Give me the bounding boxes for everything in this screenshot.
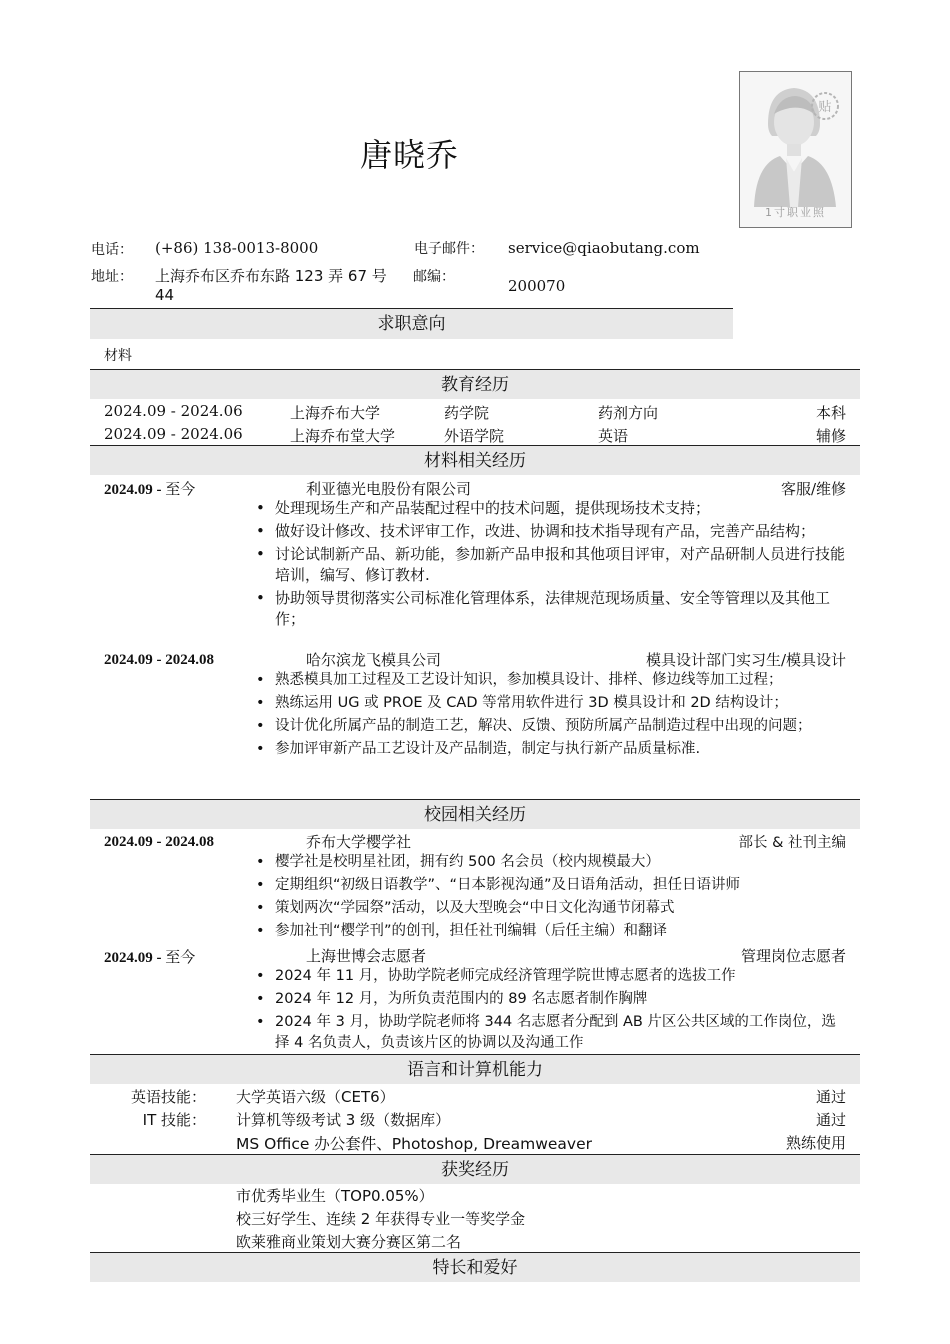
- list-item: • 参加评审新产品工艺设计及产品制造，制定与执行新产品质量标准.: [256, 739, 846, 760]
- education-degree: 本科: [815, 404, 846, 422]
- list-item: • 定期组织“初级日语教学”、“日本影视沟通”及日语角活动，担任日语讲师: [256, 875, 846, 896]
- address-line1: 上海乔布区乔布东路 123 弄 67 号: [155, 267, 387, 285]
- award-item: 市优秀毕业生（TOP0.05%）: [236, 1187, 434, 1205]
- skill-label: IT 技能：: [142, 1111, 206, 1129]
- skill-item: MS Office 办公套件、Photoshop, Dreamweaver: [236, 1135, 592, 1153]
- objective-text: 材料: [104, 348, 132, 364]
- list-item: • 2024 年 12 月，为所负责范围内的 89 名志愿者制作胸牌: [256, 989, 846, 1010]
- skill-label: 英语技能：: [130, 1088, 206, 1106]
- list-item: • 策划两次“学园祭”活动，以及大型晚会“中日文化沟通节闭幕式: [256, 898, 846, 919]
- campus-bullet-list: [256, 852, 846, 944]
- list-item: • 樱学社是校明星社团，拥有约 500 名会员（校内规模最大）: [256, 852, 846, 873]
- list-item: • 协助领导贯彻落实公司标准化管理体系，法律规范现场质量、安全等管理以及其他工作；: [256, 588, 846, 630]
- email-value: service@qiaobutang.com: [508, 239, 700, 257]
- list-item: • 处理现场生产和产品装配过程中的技术问题，提供现场技术支持；: [256, 498, 846, 519]
- list-item: • 熟悉模具加工过程及工艺设计知识，参加模具设计、排样、修边线等加工过程；: [256, 670, 846, 691]
- campus-org: 上海世博会志愿者: [306, 947, 427, 965]
- section-education-header: 教育经历: [90, 369, 860, 399]
- work-date: 2024.09 - 2024.08: [104, 652, 214, 668]
- campus-date: 2024.09 - 2024.08: [104, 834, 214, 850]
- address-label: 地址：: [91, 269, 133, 285]
- skill-level: 熟练使用: [785, 1134, 846, 1152]
- profile-photo: [739, 71, 852, 228]
- address-line2: 44: [155, 286, 175, 304]
- education-major: 英语: [598, 427, 629, 445]
- education-date: 2024.09 - 2024.06: [104, 425, 243, 443]
- list-item: • 讨论试制新产品、新功能，参加新产品申报和其他项目评审，对产品研制人员进行技能培训，编写、修订教材.: [256, 544, 846, 586]
- zip-label: 邮编：: [413, 269, 455, 285]
- list-item: • 2024 年 3 月，协助学院老师将 344 名志愿者分配到 AB 片区公共区域的工作岗位，选择 4 名负责人，负责该片区的协调以及沟通工作: [256, 1012, 846, 1054]
- phone-value: (+86) 138-0013-8000: [155, 239, 319, 257]
- work-bullet-list: [256, 670, 846, 762]
- award-item: 校三好学生、连续 2 年获得专业一等奖学金: [236, 1210, 526, 1228]
- work-role: 客服/维修: [780, 480, 846, 498]
- list-item: • 熟练运用 UG 或 PROE 及 CAD 等常用软件进行 3D 模具设计和 2D 结构设计；: [256, 693, 846, 714]
- work-company: 利亚德光电股份有限公司: [306, 480, 472, 498]
- skill-item: 计算机等级考试 3 级（数据库）: [236, 1111, 451, 1129]
- education-school: 上海乔布大学: [290, 404, 381, 422]
- education-date: 2024.09 - 2024.06: [104, 402, 243, 420]
- section-hobbies-header: 特长和爱好: [90, 1252, 860, 1282]
- work-role: 模具设计部门实习生/模具设计: [645, 651, 846, 669]
- education-school: 上海乔布堂大学: [290, 427, 396, 445]
- education-college: 外语学院: [444, 427, 505, 445]
- phone-label: 电话：: [91, 242, 133, 258]
- section-objective-header: 求职意向: [90, 308, 733, 339]
- person-silhouette-icon: [740, 72, 851, 207]
- section-work-header: 材料相关经历: [90, 445, 860, 475]
- svg-text:贴: 贴: [818, 100, 832, 115]
- photo-caption: 1寸职业照: [765, 206, 826, 219]
- skill-level: 通过: [815, 1088, 846, 1106]
- email-label: 电子邮件：: [414, 241, 484, 257]
- award-item: 欧莱雅商业策划大赛分赛区第二名: [236, 1233, 462, 1251]
- education-college: 药学院: [444, 404, 490, 422]
- education-degree: 辅修: [815, 427, 846, 445]
- campus-bullet-list: [256, 966, 846, 1056]
- section-campus-header: 校园相关经历: [90, 799, 860, 829]
- list-item: • 设计优化所属产品的制造工艺，解决、反馈、预防所属产品制造过程中出现的问题；: [256, 716, 846, 737]
- skill-level: 通过: [815, 1111, 846, 1129]
- list-item: • 参加社刊“樱学刊”的创刊，担任社刊编辑（后任主编）和翻译: [256, 921, 846, 942]
- candidate-name: 唐晓乔: [360, 136, 460, 174]
- skill-item: 大学英语六级（CET6）: [236, 1088, 395, 1106]
- zip-value: 200070: [508, 277, 566, 295]
- section-skills-header: 语言和计算机能力: [90, 1054, 860, 1084]
- work-bullet-list: [256, 498, 846, 632]
- list-item: • 2024 年 11 月，协助学院老师完成经济管理学院世博志愿者的选拔工作: [256, 966, 846, 987]
- campus-role: 管理岗位志愿者: [740, 947, 846, 965]
- campus-org: 乔布大学樱学社: [306, 833, 412, 851]
- work-company: 哈尔滨龙飞模具公司: [306, 651, 442, 669]
- campus-role: 部长 & 社刊主编: [738, 835, 846, 851]
- list-item: • 做好设计修改、技术评审工作，改进、协调和技术指导现有产品，完善产品结构；: [256, 521, 846, 542]
- campus-date: 2024.09 - 至今: [104, 948, 196, 966]
- education-major: 药剂方向: [598, 404, 659, 422]
- work-date: 2024.09 - 至今: [104, 480, 196, 498]
- section-awards-header: 获奖经历: [90, 1154, 860, 1184]
